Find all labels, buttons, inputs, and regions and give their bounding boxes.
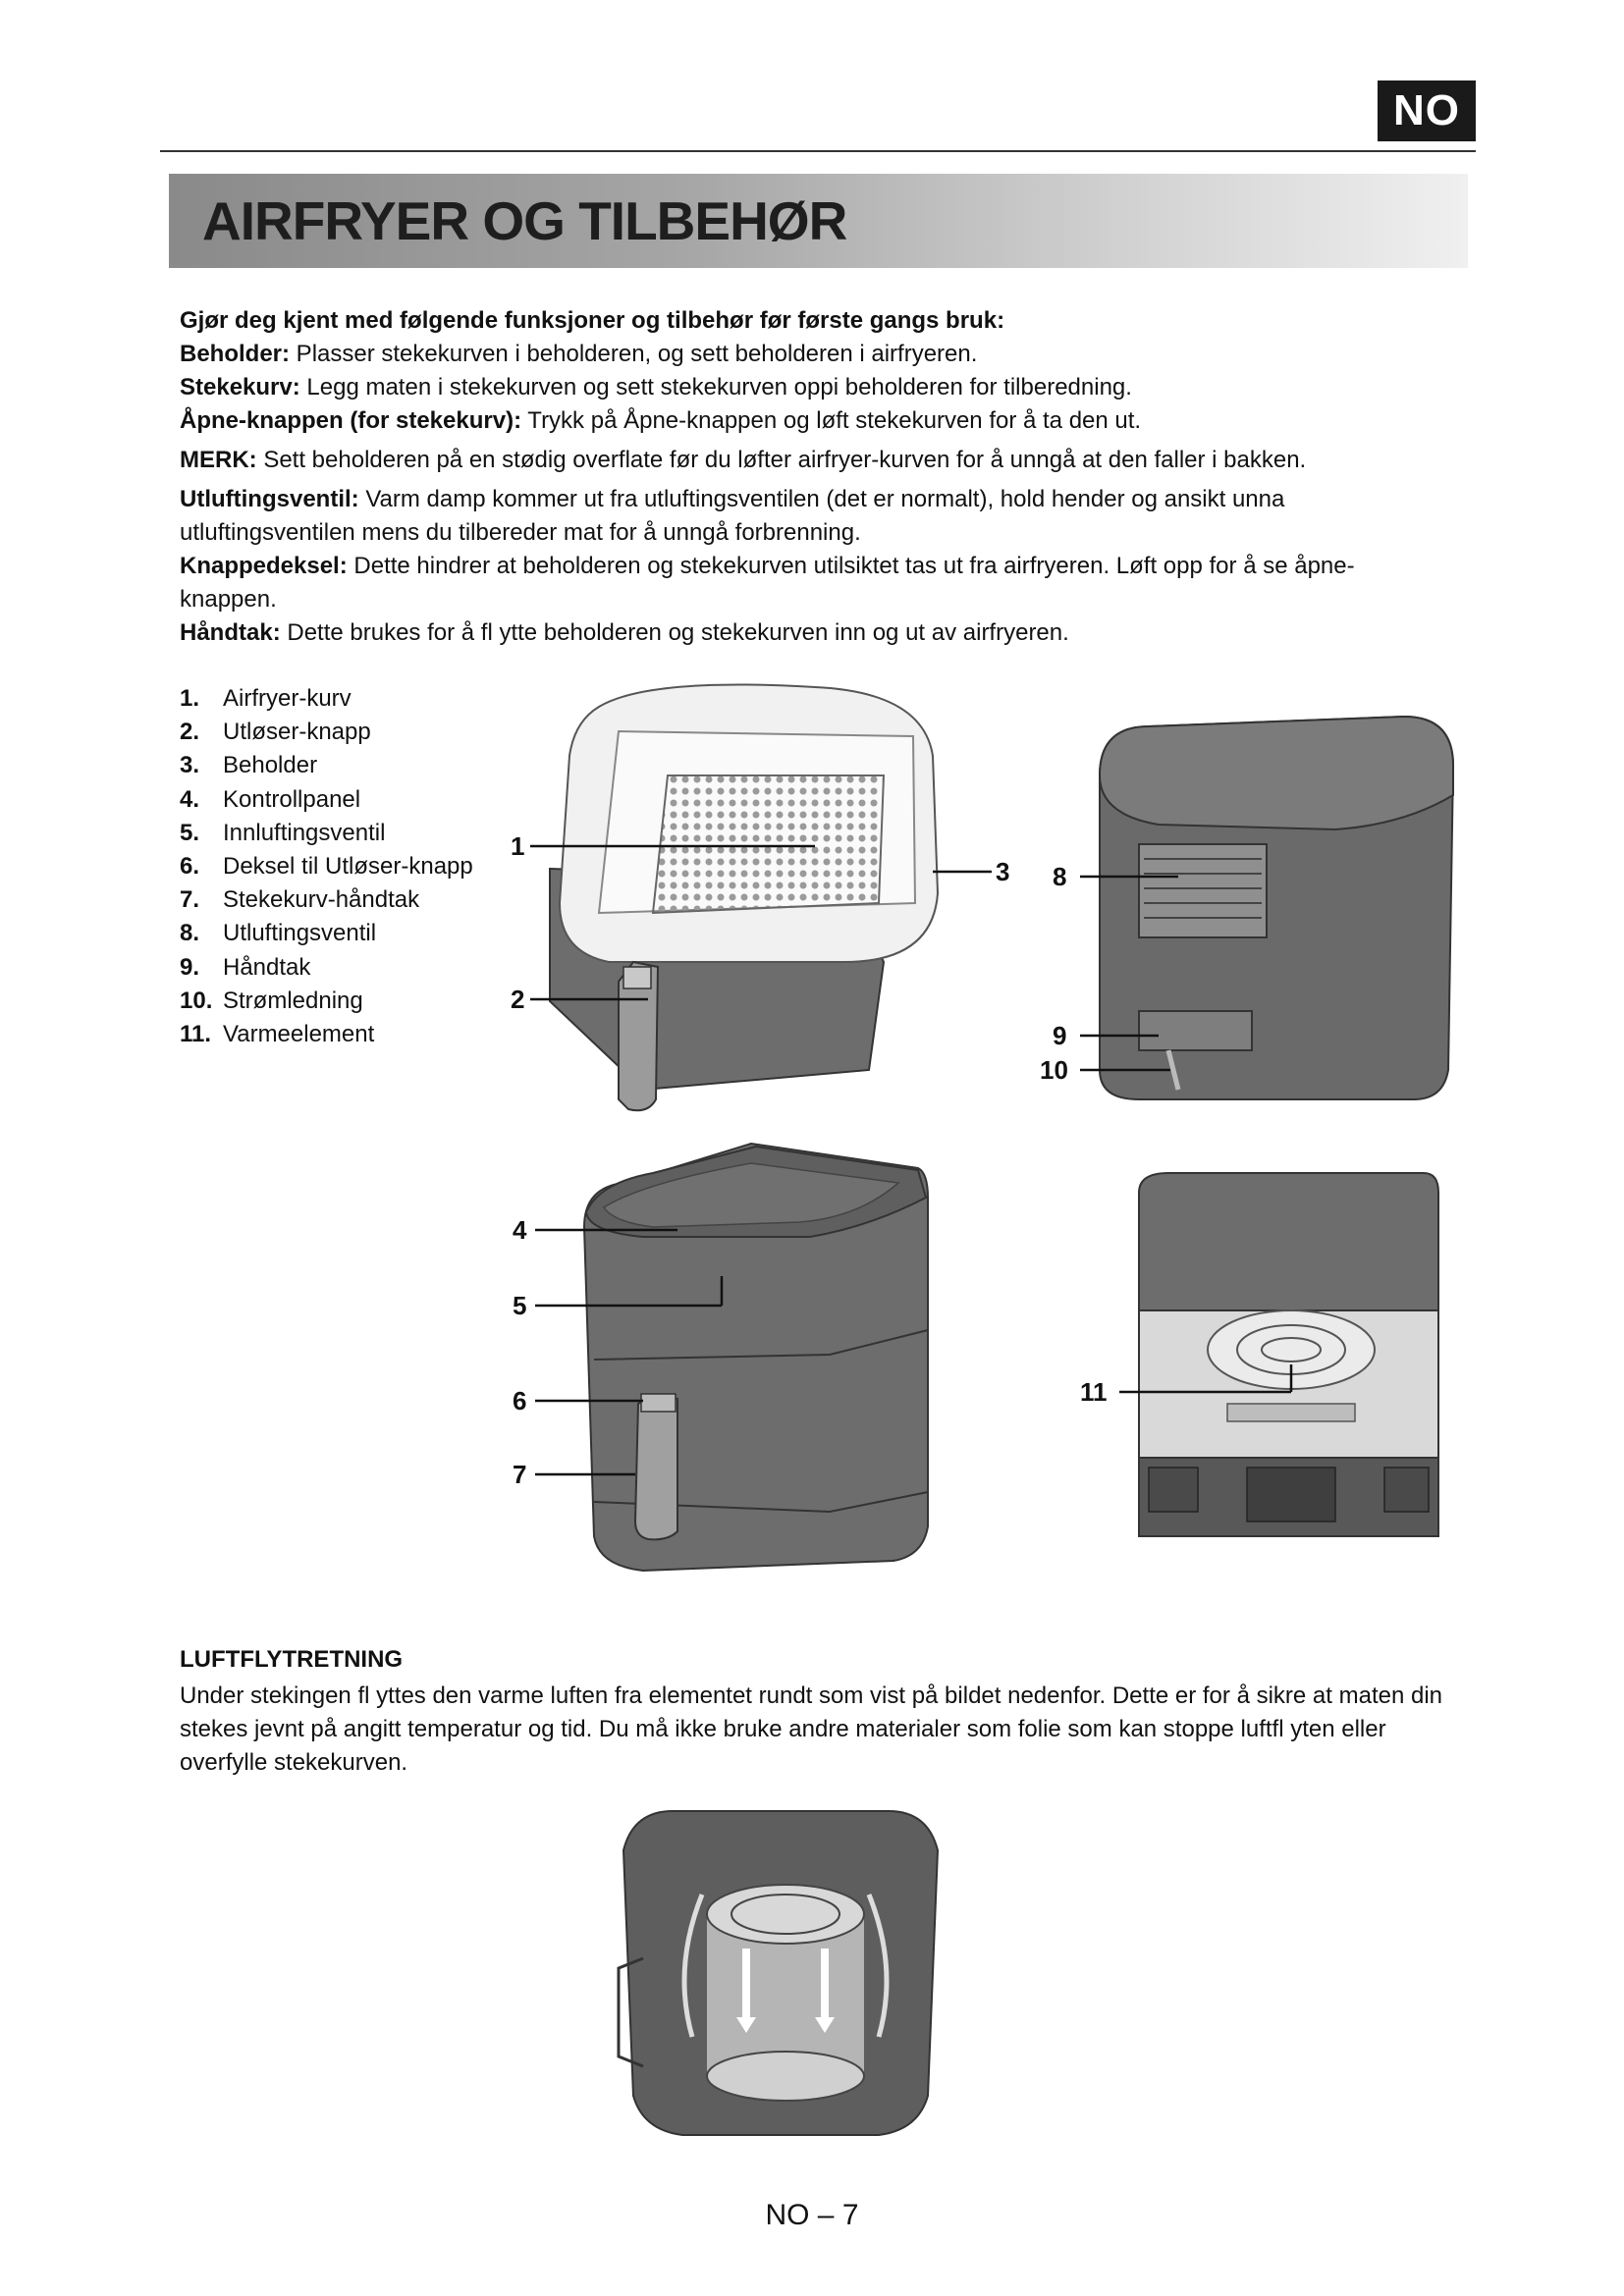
intro-text: Dette hindrer at beholderen og stekekurven utilsiktet tas ut fra airfryeren. Løft opp for å se åpne-knappen. — [180, 553, 1355, 613]
callout-9: 9 — [1053, 1021, 1067, 1050]
part-label: Håndtak — [223, 953, 311, 981]
list-item — [180, 883, 473, 917]
intro-term: Håndtak: — [180, 619, 281, 646]
airflow-heading: LUFTFLYTRETNING — [180, 1646, 404, 1673]
callout-11: 11 — [1080, 1377, 1108, 1407]
callout-4: 4 — [513, 1215, 527, 1245]
intro-item-knappedeksel — [180, 550, 1417, 616]
airflow-text: Under stekingen fl yttes den varme luften fra elementet rundt som vist på bildet nedenfor. Dette er for å sikre at maten din stekes jevnt på angitt temperatur og tid. Du må ikke bruke andre materialer som folie som kan stoppe luftfl yten eller overfylle stekekurven. — [180, 1682, 1443, 1776]
part-label: Innluftingsventil — [223, 819, 386, 846]
list-item — [180, 917, 473, 950]
intro-term: Stekekurv: — [180, 374, 300, 400]
rear-view-diagram — [1031, 687, 1463, 1119]
list-item — [180, 716, 473, 749]
intro-item-stekekurv — [180, 371, 1417, 404]
intro-text: Sett beholderen på en stødig overflate før du løfter airfryer-kurven for å unngå at den faller i bakken. — [256, 447, 1307, 473]
callout-2: 2 — [511, 985, 525, 1014]
list-item — [180, 682, 473, 716]
intro-item-merk — [180, 444, 1417, 477]
basket-diagram — [491, 667, 1041, 1129]
intro-term: Beholder: — [180, 341, 291, 367]
title-banner — [169, 174, 1468, 268]
intro-item-utluftingsventil — [180, 483, 1417, 550]
airflow-diagram — [614, 1801, 947, 2145]
intro-term: MERK: — [180, 447, 257, 473]
list-item — [180, 985, 473, 1018]
part-label: Utløser-knapp — [223, 719, 371, 746]
part-number: 6. — [180, 853, 200, 881]
callout-6: 6 — [513, 1386, 527, 1415]
part-number: 5. — [180, 819, 200, 846]
part-number: 7. — [180, 886, 200, 914]
page-number: NO – 7 — [765, 2199, 859, 2231]
list-item — [180, 850, 473, 883]
part-label: Utluftingsventil — [223, 920, 377, 947]
part-label: Kontrollpanel — [223, 785, 361, 813]
part-number: 4. — [180, 785, 200, 813]
callout-1: 1 — [511, 831, 525, 861]
list-item — [180, 817, 473, 850]
part-number: 10. — [180, 987, 213, 1014]
part-label: Deksel til Utløser-knapp — [223, 853, 473, 881]
part-number: 2. — [180, 719, 200, 746]
part-number: 1. — [180, 685, 200, 712]
parts-list — [180, 682, 473, 1051]
language-badge: NO — [1378, 80, 1476, 141]
intro-text: Plasser stekekurven i beholderen, og sett beholderen i airfryeren. — [290, 341, 978, 367]
part-number: 8. — [180, 920, 200, 947]
intro-term: Knappedeksel: — [180, 553, 348, 579]
intro-text: Trykk på Åpne-knappen og løft stekekurven for å ta den ut. — [521, 407, 1142, 434]
intro-term: Åpne-knappen (for stekekurv): — [180, 407, 522, 434]
part-label: Stekekurv-håndtak — [223, 886, 420, 914]
intro-text: Varm damp kommer ut fra utluftingsventilen (det er normalt), hold hender og ansikt unna utluftingsventilen mens du tilbereder mat for å unngå forbrenning. — [180, 486, 1285, 546]
part-label: Varmeelement — [223, 1021, 375, 1048]
header-divider — [160, 150, 1476, 152]
intro-lead: Gjør deg kjent med følgende funksjoner og tilbehør før første gangs bruk: — [180, 307, 1005, 334]
callout-5: 5 — [513, 1291, 527, 1320]
front-view-diagram — [506, 1139, 957, 1575]
underside-diagram — [1070, 1163, 1453, 1556]
list-item — [180, 951, 473, 985]
part-number: 3. — [180, 752, 200, 779]
part-label: Strømledning — [223, 987, 363, 1014]
intro-text: Legg maten i stekekurven og sett stekekurven oppi beholderen for tilberedning. — [299, 374, 1132, 400]
callout-7: 7 — [513, 1460, 527, 1489]
intro-section — [180, 304, 1417, 650]
callout-8: 8 — [1053, 862, 1067, 891]
intro-item-beholder — [180, 338, 1417, 371]
list-item — [180, 1018, 473, 1051]
part-label: Beholder — [223, 752, 318, 779]
intro-item-handtak — [180, 616, 1417, 650]
callout-3: 3 — [996, 857, 1010, 886]
intro-text: Dette brukes for å fl ytte beholderen og stekekurven inn og ut av airfryeren. — [280, 619, 1069, 646]
part-label: Airfryer-kurv — [223, 685, 352, 712]
list-item — [180, 783, 473, 817]
intro-term: Utluftingsventil: — [180, 486, 359, 512]
intro-item-apne-knappen — [180, 404, 1417, 438]
callout-10: 10 — [1040, 1055, 1068, 1085]
list-item — [180, 749, 473, 782]
page-title: AIRFRYER OG TILBEHØR — [202, 190, 847, 251]
part-number: 11. — [180, 1021, 212, 1048]
part-number: 9. — [180, 953, 200, 981]
